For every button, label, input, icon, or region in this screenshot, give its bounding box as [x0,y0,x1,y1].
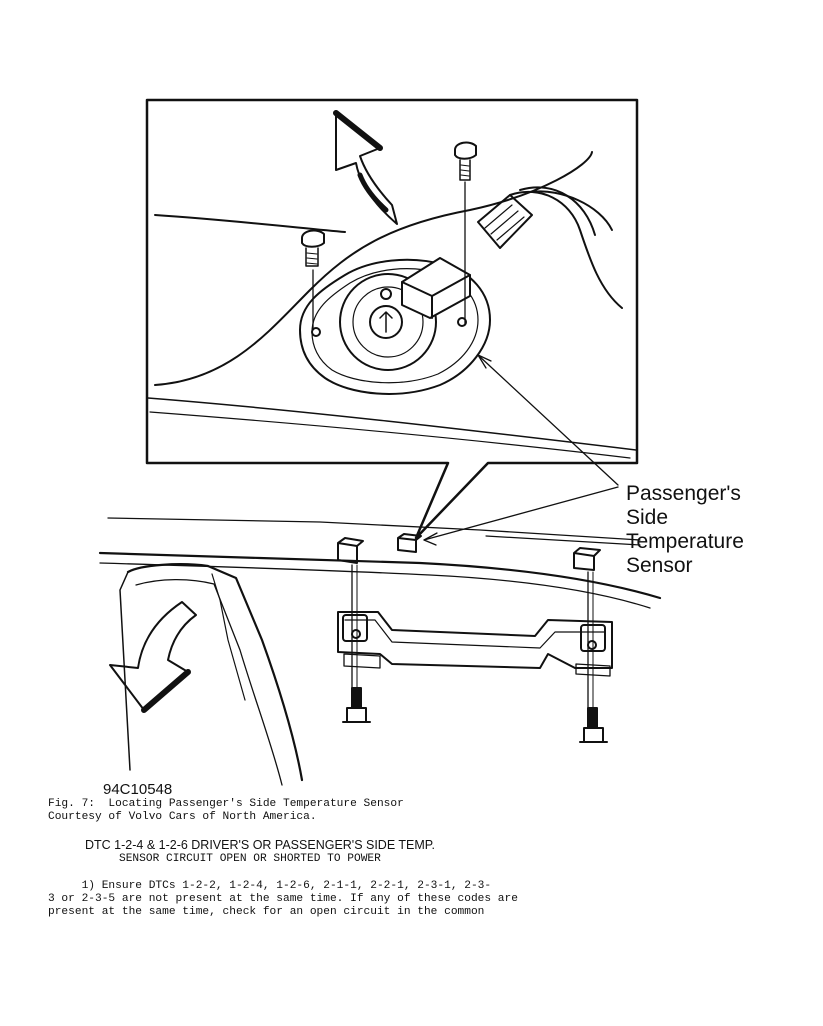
section-heading: DTC 1-2-4 & 1-2-6 DRIVER'S OR PASSENGER'S SIDE TEMP. [85,838,436,852]
open-direction-arrow-icon [110,602,196,710]
callout-line: Sensor [626,554,693,577]
caption-credit: Courtesy of Volvo Cars of North America. [48,811,317,823]
glovebox-edge [128,564,302,780]
section-subheading: SENSOR CIRCUIT OPEN OR SHORTED TO POWER [119,853,381,865]
bolt-icon [580,708,607,742]
figure-caption [48,798,404,824]
body-line: 1) Ensure DTCs 1-2-2, 1-2-4, 1-2-6, 2-1-1, 2-2-1, 2-3-1, 2-3- [48,880,492,892]
callout-leader [478,355,618,485]
sensor-mount-clip [574,548,600,570]
detail-inset-frame [147,100,637,538]
callout-line: Passenger's [626,482,741,505]
panel-contour [155,152,592,385]
dashboard-edge [108,518,640,540]
screw-icon [455,143,476,180]
sensor-mount-clip [338,538,363,563]
caption-title: Fig. 7: Locating Passenger's Side Temperature Sensor [48,798,404,810]
figure-number: 94C10548 [103,781,173,798]
procedure-text [48,880,518,919]
callout-line: Side [626,506,669,529]
removal-arrow-icon [336,113,397,224]
mounting-bracket [338,612,612,668]
callout-line: Temperature [626,530,744,553]
screw-icon [302,231,324,266]
sensor-callout-label [626,482,744,578]
bolt-icon [343,688,370,722]
body-line: present at the same time, check for an open circuit in the common [48,906,485,918]
body-line: 3 or 2-3-5 are not present at the same time. If any of these codes are [48,893,518,905]
temperature-sensor-body [402,258,470,318]
